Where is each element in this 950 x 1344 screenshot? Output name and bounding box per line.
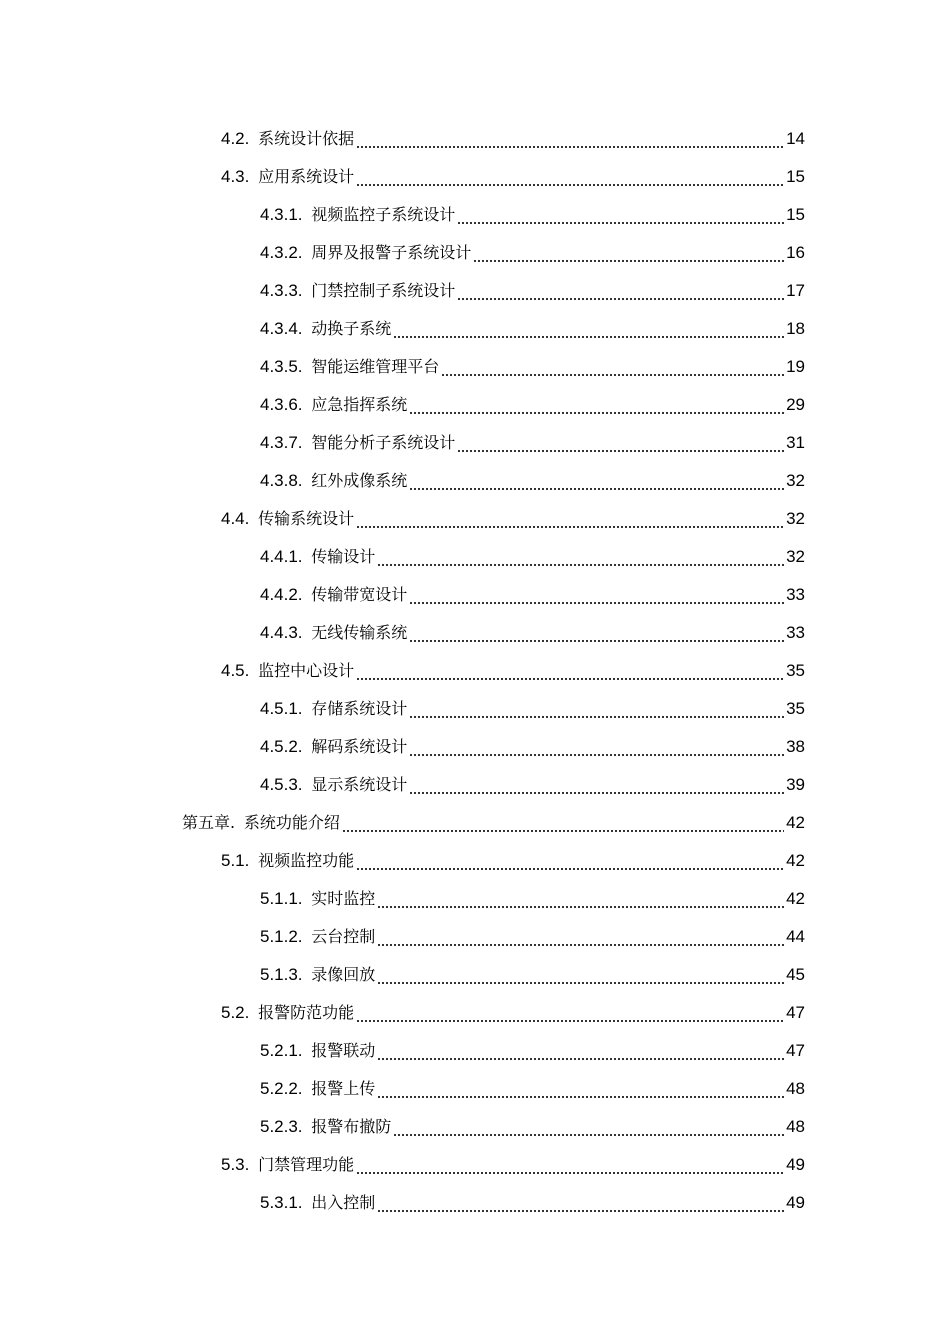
toc-entry-number: 5.3.1. bbox=[260, 1193, 303, 1212]
table-of-contents bbox=[0, 120, 950, 1222]
toc-entry-title: 智能分析子系统设计 bbox=[311, 433, 456, 452]
toc-dot-leader bbox=[356, 678, 784, 680]
toc-entry-spacer bbox=[249, 994, 254, 1032]
toc-entry[interactable] bbox=[221, 652, 805, 690]
toc-entry-page-number: 14 bbox=[786, 129, 805, 148]
toc-entry-title: 红外成像系统 bbox=[311, 471, 408, 490]
toc-dot-leader bbox=[356, 868, 784, 870]
toc-entry[interactable] bbox=[260, 1070, 805, 1108]
toc-entry-page-number: 17 bbox=[786, 281, 805, 300]
toc-entry-page-number: 49 bbox=[786, 1155, 805, 1174]
toc-entry-spacer bbox=[303, 1032, 308, 1070]
toc-entry-page-number: 33 bbox=[786, 623, 805, 642]
toc-entry[interactable] bbox=[260, 918, 805, 956]
toc-entry-page-number: 29 bbox=[786, 395, 805, 414]
toc-entry-number: 5.2. bbox=[221, 1003, 250, 1022]
toc-entry-number: 4.3.4. bbox=[260, 319, 303, 338]
toc-entry-spacer bbox=[303, 1108, 308, 1146]
toc-dot-leader bbox=[377, 982, 784, 984]
toc-entry-spacer bbox=[303, 538, 308, 576]
toc-entry-spacer bbox=[303, 1070, 308, 1108]
toc-entry-spacer bbox=[249, 500, 254, 538]
toc-entry-page-number: 44 bbox=[786, 927, 805, 946]
toc-entry-spacer bbox=[303, 956, 308, 994]
toc-entry-page-number: 38 bbox=[786, 737, 805, 756]
toc-entry-number: 4.4.2. bbox=[260, 585, 303, 604]
toc-entry-number: 4.3.6. bbox=[260, 395, 303, 414]
toc-entry-number: 4.3.7. bbox=[260, 433, 303, 452]
toc-entry-spacer bbox=[235, 804, 240, 842]
toc-entry-page-number: 32 bbox=[786, 471, 805, 490]
toc-dot-leader bbox=[377, 906, 784, 908]
toc-entry-number: 5.1. bbox=[221, 851, 250, 870]
toc-entry[interactable] bbox=[260, 310, 805, 348]
toc-entry-title: 传输设计 bbox=[311, 547, 376, 566]
toc-entry-spacer bbox=[303, 234, 308, 272]
toc-entry-title: 系统设计依据 bbox=[258, 129, 355, 148]
toc-entry[interactable] bbox=[260, 880, 805, 918]
toc-entry-page-number: 33 bbox=[786, 585, 805, 604]
toc-dot-leader bbox=[457, 222, 784, 224]
toc-entry[interactable] bbox=[260, 1032, 805, 1070]
toc-entry-title: 报警上传 bbox=[311, 1079, 376, 1098]
toc-entry-page-number: 39 bbox=[786, 775, 805, 794]
toc-entry-number: 4.4.3. bbox=[260, 623, 303, 642]
toc-entry-page-number: 16 bbox=[786, 243, 805, 262]
toc-entry-page-number: 32 bbox=[786, 509, 805, 528]
toc-entry-title: 报警布撤防 bbox=[311, 1117, 392, 1136]
toc-entry-spacer bbox=[249, 842, 254, 880]
toc-entry-page-number: 18 bbox=[786, 319, 805, 338]
toc-entry[interactable] bbox=[260, 690, 805, 728]
toc-dot-leader bbox=[377, 944, 784, 946]
toc-entry[interactable] bbox=[260, 614, 805, 652]
toc-entry[interactable] bbox=[260, 1184, 805, 1222]
toc-entry[interactable] bbox=[260, 348, 805, 386]
toc-dot-leader bbox=[377, 1210, 784, 1212]
toc-entry-page-number: 35 bbox=[786, 661, 805, 680]
toc-entry-number: 4.3.8. bbox=[260, 471, 303, 490]
toc-dot-leader bbox=[441, 374, 784, 376]
toc-entry-number: 4.3.1. bbox=[260, 205, 303, 224]
toc-entry-title: 监控中心设计 bbox=[258, 661, 355, 680]
toc-entry-spacer bbox=[303, 918, 308, 956]
toc-entry-title: 视频监控子系统设计 bbox=[311, 205, 456, 224]
toc-entry-spacer bbox=[249, 158, 254, 196]
toc-dot-leader bbox=[457, 298, 784, 300]
toc-entry-spacer bbox=[249, 1146, 254, 1184]
toc-entry-spacer bbox=[303, 424, 308, 462]
toc-entry-number: 4.4. bbox=[221, 509, 250, 528]
toc-entry-page-number: 48 bbox=[786, 1079, 805, 1098]
toc-dot-leader bbox=[409, 602, 784, 604]
toc-entry[interactable] bbox=[260, 1108, 805, 1146]
toc-entry[interactable] bbox=[260, 956, 805, 994]
toc-dot-leader bbox=[356, 1020, 784, 1022]
toc-entry-spacer bbox=[303, 728, 308, 766]
toc-entry-title: 周界及报警子系统设计 bbox=[311, 243, 472, 262]
toc-entry[interactable] bbox=[260, 424, 805, 462]
toc-entry-spacer bbox=[303, 690, 308, 728]
toc-entry-spacer bbox=[303, 272, 308, 310]
toc-entry-number: 5.2.2. bbox=[260, 1079, 303, 1098]
toc-entry-page-number: 47 bbox=[786, 1003, 805, 1022]
toc-entry-title: 解码系统设计 bbox=[311, 737, 408, 756]
toc-dot-leader bbox=[356, 184, 784, 186]
toc-entry-page-number: 49 bbox=[786, 1193, 805, 1212]
toc-entry-spacer bbox=[303, 310, 308, 348]
toc-entry-number: 5.1.1. bbox=[260, 889, 303, 908]
toc-dot-leader bbox=[356, 526, 784, 528]
toc-entry-title: 门禁管理功能 bbox=[258, 1155, 355, 1174]
toc-entry-spacer bbox=[249, 120, 254, 158]
toc-entry-title: 门禁控制子系统设计 bbox=[311, 281, 456, 300]
toc-dot-leader bbox=[356, 1172, 784, 1174]
toc-entry-page-number: 48 bbox=[786, 1117, 805, 1136]
toc-entry-number: 4.5.3. bbox=[260, 775, 303, 794]
toc-dot-leader bbox=[457, 450, 784, 452]
toc-entry-title: 视频监控功能 bbox=[258, 851, 355, 870]
toc-entry-spacer bbox=[303, 880, 308, 918]
toc-entry[interactable] bbox=[260, 196, 805, 234]
toc-entry-spacer bbox=[303, 462, 308, 500]
toc-entry-title: 报警防范功能 bbox=[258, 1003, 355, 1022]
toc-entry-title: 智能运维管理平台 bbox=[311, 357, 440, 376]
toc-entry-title: 录像回放 bbox=[311, 965, 376, 984]
toc-entry-number: 5.1.2. bbox=[260, 927, 303, 946]
toc-entry-page-number: 42 bbox=[786, 851, 805, 870]
toc-entry-title: 动换子系统 bbox=[311, 319, 392, 338]
toc-entry-title: 显示系统设计 bbox=[311, 775, 408, 794]
toc-entry[interactable] bbox=[221, 1146, 805, 1184]
toc-entry-title: 传输带宽设计 bbox=[311, 585, 408, 604]
toc-entry-number: 4.5.2. bbox=[260, 737, 303, 756]
toc-entry-page-number: 42 bbox=[786, 813, 805, 832]
toc-entry[interactable] bbox=[260, 728, 805, 766]
toc-entry-page-number: 15 bbox=[786, 167, 805, 186]
toc-dot-leader bbox=[377, 564, 784, 566]
toc-entry-spacer bbox=[303, 576, 308, 614]
toc-entry-number: 4.3. bbox=[221, 167, 250, 186]
toc-entry[interactable] bbox=[221, 994, 805, 1032]
toc-entry-page-number: 47 bbox=[786, 1041, 805, 1060]
toc-entry-spacer bbox=[303, 1184, 308, 1222]
toc-entry-page-number: 45 bbox=[786, 965, 805, 984]
toc-entry-spacer bbox=[303, 196, 308, 234]
toc-entry-spacer bbox=[303, 348, 308, 386]
toc-entry-title: 传输系统设计 bbox=[258, 509, 355, 528]
toc-dot-leader bbox=[377, 1058, 784, 1060]
toc-entry-number: 5.1.3. bbox=[260, 965, 303, 984]
toc-entry-title: 云台控制 bbox=[311, 927, 376, 946]
toc-entry[interactable] bbox=[221, 158, 805, 196]
toc-entry[interactable] bbox=[260, 766, 805, 804]
toc-dot-leader bbox=[409, 488, 784, 490]
toc-dot-leader bbox=[409, 716, 784, 718]
toc-entry-number: 4.3.2. bbox=[260, 243, 303, 262]
toc-entry-title: 存储系统设计 bbox=[311, 699, 408, 718]
toc-dot-leader bbox=[393, 336, 784, 338]
toc-entry-number: 4.5. bbox=[221, 661, 250, 680]
toc-entry-spacer bbox=[303, 614, 308, 652]
toc-entry-title: 出入控制 bbox=[311, 1193, 376, 1212]
toc-dot-leader bbox=[473, 260, 784, 262]
toc-entry-page-number: 32 bbox=[786, 547, 805, 566]
toc-entry[interactable] bbox=[221, 842, 805, 880]
toc-dot-leader bbox=[409, 792, 784, 794]
toc-entry-page-number: 42 bbox=[786, 889, 805, 908]
toc-entry-title: 实时监控 bbox=[311, 889, 376, 908]
toc-entry-number: 5.3. bbox=[221, 1155, 250, 1174]
toc-entry-title: 无线传输系统 bbox=[311, 623, 408, 642]
toc-entry-number: 4.3.5. bbox=[260, 357, 303, 376]
toc-entry-page-number: 19 bbox=[786, 357, 805, 376]
toc-entry-title: 系统功能介绍 bbox=[243, 813, 340, 832]
toc-dot-leader bbox=[342, 830, 784, 832]
toc-entry-spacer bbox=[303, 766, 308, 804]
toc-entry-title: 报警联动 bbox=[311, 1041, 376, 1060]
toc-dot-leader bbox=[409, 754, 784, 756]
toc-entry-number: 4.4.1. bbox=[260, 547, 303, 566]
toc-entry-number: 4.3.3. bbox=[260, 281, 303, 300]
toc-entry-number: 4.5.1. bbox=[260, 699, 303, 718]
toc-entry[interactable] bbox=[260, 576, 805, 614]
toc-entry[interactable] bbox=[260, 386, 805, 424]
toc-dot-leader bbox=[393, 1134, 784, 1136]
toc-entry[interactable] bbox=[260, 272, 805, 310]
toc-entry[interactable] bbox=[260, 234, 805, 272]
toc-entry[interactable] bbox=[260, 462, 805, 500]
toc-entry-number: 第五章. bbox=[182, 813, 236, 832]
toc-dot-leader bbox=[377, 1096, 784, 1098]
toc-entry-page-number: 15 bbox=[786, 205, 805, 224]
toc-entry-spacer bbox=[249, 652, 254, 690]
toc-entry-page-number: 35 bbox=[786, 699, 805, 718]
toc-entry[interactable] bbox=[182, 804, 805, 842]
toc-entry-number: 4.2. bbox=[221, 129, 250, 148]
toc-entry-number: 5.2.3. bbox=[260, 1117, 303, 1136]
toc-entry[interactable] bbox=[260, 538, 805, 576]
toc-entry-title: 应急指挥系统 bbox=[311, 395, 408, 414]
toc-entry[interactable] bbox=[221, 500, 805, 538]
toc-dot-leader bbox=[409, 640, 784, 642]
toc-entry-title: 应用系统设计 bbox=[258, 167, 355, 186]
toc-entry-spacer bbox=[303, 386, 308, 424]
toc-entry-number: 5.2.1. bbox=[260, 1041, 303, 1060]
toc-entry-page-number: 31 bbox=[786, 433, 805, 452]
toc-entry[interactable] bbox=[221, 120, 805, 158]
toc-dot-leader bbox=[356, 146, 784, 148]
toc-dot-leader bbox=[409, 412, 784, 414]
